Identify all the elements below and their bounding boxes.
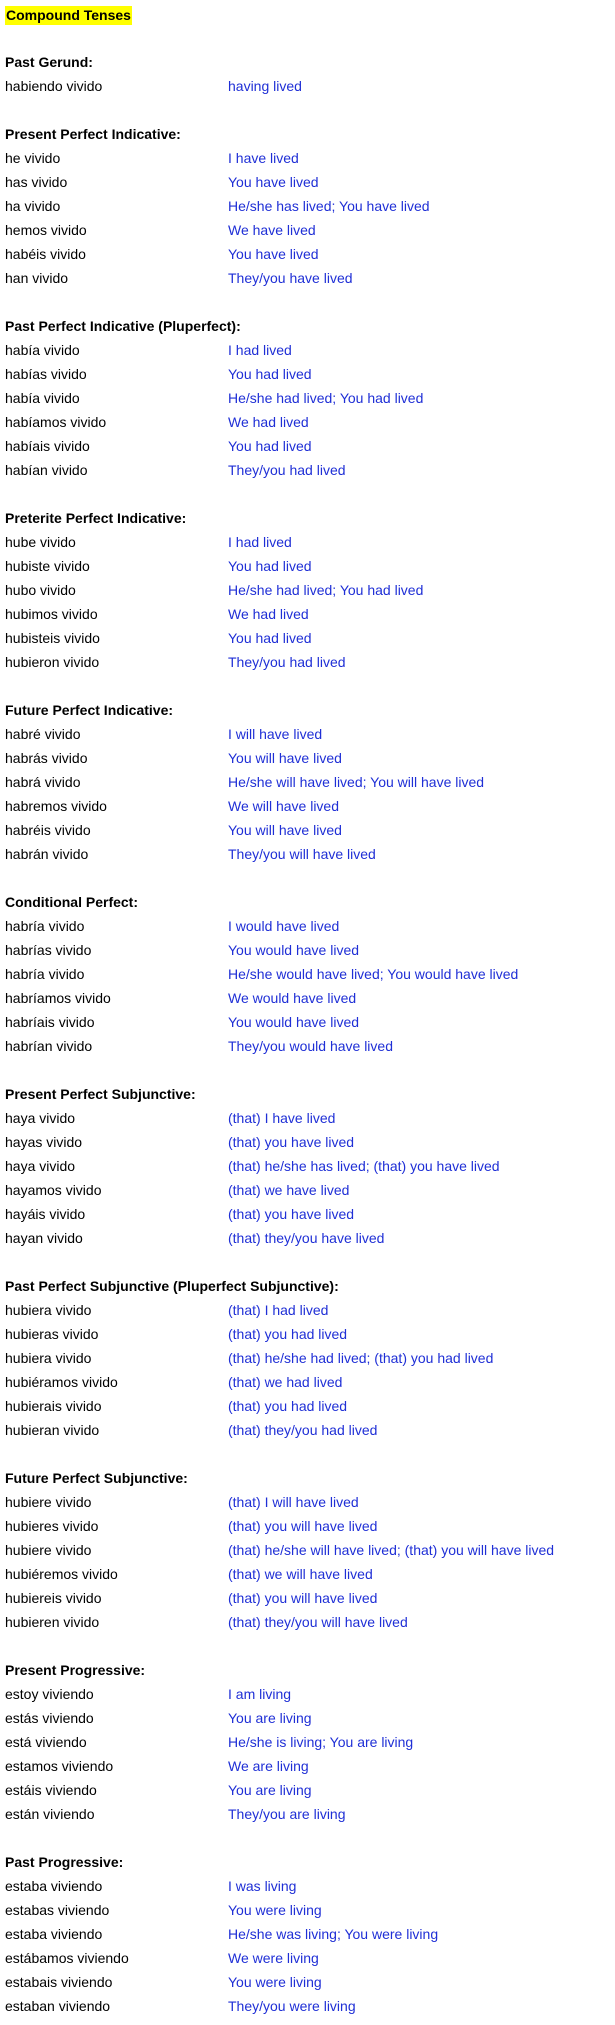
conjugation-row <box>0 1346 615 1370</box>
spanish-form: habremos vivido <box>5 798 107 814</box>
spanish-form: habiendo vivido <box>5 78 103 94</box>
spanish-form: habíais vivido <box>5 438 90 454</box>
english-translation: I had lived <box>228 534 292 550</box>
conjugation-row <box>0 1154 615 1178</box>
conjugation-row <box>0 962 615 986</box>
english-translation: We had lived <box>228 606 309 622</box>
english-translation: You were living <box>228 1974 322 1990</box>
english-translation: You will have lived <box>228 822 342 838</box>
spanish-form: estaba viviendo <box>5 1926 103 1942</box>
spanish-form: estás viviendo <box>5 1710 94 1726</box>
english-translation: You would have lived <box>228 1014 360 1030</box>
english-translation: They/you had lived <box>228 654 346 670</box>
section-heading: Past Gerund: <box>5 54 93 70</box>
section-heading: Preterite Perfect Indicative: <box>5 510 187 526</box>
english-translation: We have lived <box>228 222 316 238</box>
english-translation: (that) we have lived <box>228 1182 350 1198</box>
english-translation: (that) they/you have lived <box>228 1230 385 1246</box>
section-heading: Conditional Perfect: <box>5 894 139 910</box>
english-translation: He/she will have lived; You will have lived <box>228 774 485 790</box>
spanish-form: habría vivido <box>5 966 85 982</box>
section-heading: Present Perfect Subjunctive: <box>5 1086 196 1102</box>
spanish-form: habríamos vivido <box>5 990 111 1006</box>
conjugation-row <box>0 338 615 362</box>
spanish-form: habrías vivido <box>5 942 92 958</box>
spanish-form: estábamos viviendo <box>5 1950 129 1966</box>
conjugation-row <box>0 1178 615 1202</box>
spanish-form: ha vivido <box>5 198 61 214</box>
english-translation: They/you were living <box>228 1998 356 2014</box>
conjugation-row <box>0 170 615 194</box>
conjugation-row <box>0 1730 615 1754</box>
section-heading: Past Perfect Indicative (Pluperfect): <box>5 318 241 334</box>
spanish-form: hubo vivido <box>5 582 76 598</box>
spanish-form: haya vivido <box>5 1110 76 1126</box>
english-translation: You have lived <box>228 174 319 190</box>
spanish-form: hubiereis vivido <box>5 1590 102 1606</box>
spanish-form: habrás vivido <box>5 750 88 766</box>
spanish-form: hubiéramos vivido <box>5 1374 118 1390</box>
conjugation-row <box>0 554 615 578</box>
conjugation-row <box>0 386 615 410</box>
english-translation: He/she is living; You are living <box>228 1734 414 1750</box>
spanish-form: estaban viviendo <box>5 1998 111 2014</box>
english-translation: I have lived <box>228 150 299 166</box>
conjugation-row <box>0 1226 615 1250</box>
spanish-form: haya vivido <box>5 1158 76 1174</box>
conjugation-row <box>0 842 615 866</box>
conjugation-row <box>0 194 615 218</box>
english-translation: He/she would have lived; You would have lived <box>228 966 519 982</box>
english-translation: (that) we will have lived <box>228 1566 373 1582</box>
conjugation-row <box>0 1010 615 1034</box>
english-translation: (that) they/you had lived <box>228 1422 378 1438</box>
english-translation: (that) he/she had lived; (that) you had lived <box>228 1350 494 1366</box>
english-translation: They/you are living <box>228 1806 346 1822</box>
spanish-form: habrían vivido <box>5 1038 93 1054</box>
conjugation-row <box>0 1778 615 1802</box>
english-translation: We were living <box>228 1950 319 1966</box>
spanish-form: estamos viviendo <box>5 1758 114 1774</box>
english-translation: I had lived <box>228 342 292 358</box>
english-translation: having lived <box>228 78 302 94</box>
english-translation: They/you would have lived <box>228 1038 393 1054</box>
spanish-form: has vivido <box>5 174 68 190</box>
spanish-form: estabas viviendo <box>5 1902 110 1918</box>
spanish-form: están viviendo <box>5 1806 95 1822</box>
spanish-form: estabais viviendo <box>5 1974 113 1990</box>
english-translation: (that) he/she will have lived; (that) you will have lived <box>228 1542 555 1558</box>
spanish-form: estáis viviendo <box>5 1782 97 1798</box>
spanish-form: hubieron vivido <box>5 654 100 670</box>
conjugation-row <box>0 1298 615 1322</box>
spanish-form: hubiera vivido <box>5 1350 92 1366</box>
english-translation: You have lived <box>228 246 319 262</box>
english-translation: (that) you will have lived <box>228 1518 378 1534</box>
conjugation-row <box>0 1514 615 1538</box>
conjugation-row <box>0 1754 615 1778</box>
english-translation: We had lived <box>228 414 309 430</box>
section-heading: Future Perfect Indicative: <box>5 702 174 718</box>
conjugation-row <box>0 218 615 242</box>
english-translation: You had lived <box>228 438 312 454</box>
conjugation-row <box>0 650 615 674</box>
section-heading: Present Progressive: <box>5 1662 146 1678</box>
conjugation-row <box>0 1682 615 1706</box>
spanish-form: hayáis vivido <box>5 1206 86 1222</box>
conjugation-row <box>0 938 615 962</box>
spanish-form: habré vivido <box>5 726 81 742</box>
spanish-form: hubieran vivido <box>5 1422 100 1438</box>
english-translation: I would have lived <box>228 918 340 934</box>
spanish-form: hayas vivido <box>5 1134 83 1150</box>
spanish-form: hubieren vivido <box>5 1614 100 1630</box>
conjugation-row <box>0 146 615 170</box>
conjugation-row <box>0 266 615 290</box>
conjugation-row <box>0 1610 615 1634</box>
spanish-form: hube vivido <box>5 534 76 550</box>
conjugation-row <box>0 818 615 842</box>
english-translation: We will have lived <box>228 798 340 814</box>
spanish-form: habían vivido <box>5 462 88 478</box>
conjugation-row <box>0 1802 615 1826</box>
conjugation-row <box>0 362 615 386</box>
spanish-form: habrán vivido <box>5 846 89 862</box>
conjugation-row <box>0 722 615 746</box>
spanish-form: hubierais vivido <box>5 1398 102 1414</box>
conjugation-row <box>0 770 615 794</box>
conjugation-row <box>0 602 615 626</box>
spanish-form: hayamos vivido <box>5 1182 102 1198</box>
english-translation: (that) you had lived <box>228 1398 348 1414</box>
conjugation-row <box>0 986 615 1010</box>
conjugation-row <box>0 1418 615 1442</box>
spanish-form: hayan vivido <box>5 1230 83 1246</box>
english-translation: He/she has lived; You have lived <box>228 198 430 214</box>
english-translation: You are living <box>228 1782 312 1798</box>
spanish-form: habréis vivido <box>5 822 91 838</box>
spanish-form: han vivido <box>5 270 69 286</box>
conjugation-row <box>0 1106 615 1130</box>
conjugation-row <box>0 458 615 482</box>
conjugation-row <box>0 1706 615 1730</box>
conjugation-row <box>0 1922 615 1946</box>
conjugation-row <box>0 1130 615 1154</box>
english-translation: We are living <box>228 1758 309 1774</box>
english-translation: He/she was living; You were living <box>228 1926 439 1942</box>
spanish-form: hubiera vivido <box>5 1302 92 1318</box>
spanish-form: hubieres vivido <box>5 1518 99 1534</box>
spanish-form: había vivido <box>5 390 80 406</box>
spanish-form: había vivido <box>5 342 80 358</box>
conjugation-row <box>0 530 615 554</box>
conjugation-row <box>0 578 615 602</box>
conjugation-row <box>0 1994 615 2018</box>
conjugation-row <box>0 1034 615 1058</box>
english-translation: You had lived <box>228 630 312 646</box>
spanish-form: habíamos vivido <box>5 414 107 430</box>
english-translation: They/you have lived <box>228 270 353 286</box>
conjugation-row <box>0 1490 615 1514</box>
conjugation-row <box>0 1370 615 1394</box>
english-translation: He/she had lived; You had lived <box>228 390 424 406</box>
spanish-form: hubieras vivido <box>5 1326 99 1342</box>
spanish-form: habéis vivido <box>5 246 86 262</box>
english-translation: (that) we had lived <box>228 1374 343 1390</box>
spanish-form: estoy viviendo <box>5 1686 94 1702</box>
spanish-form: habríais vivido <box>5 1014 95 1030</box>
english-translation: (that) I had lived <box>228 1302 329 1318</box>
english-translation: I will have lived <box>228 726 323 742</box>
english-translation: I am living <box>228 1686 292 1702</box>
english-translation: (that) I have lived <box>228 1110 336 1126</box>
section-heading: Past Perfect Subjunctive (Pluperfect Subjunctive): <box>5 1278 339 1294</box>
conjugation-row <box>0 1562 615 1586</box>
english-translation: (that) you have lived <box>228 1206 355 1222</box>
conjugation-row <box>0 1586 615 1610</box>
english-translation: I was living <box>228 1878 297 1894</box>
english-translation: You were living <box>228 1902 322 1918</box>
conjugation-row <box>0 1946 615 1970</box>
english-translation: He/she had lived; You had lived <box>228 582 424 598</box>
conjugation-row <box>0 434 615 458</box>
english-translation: They/you will have lived <box>228 846 376 862</box>
spanish-form: habría vivido <box>5 918 85 934</box>
english-translation: (that) they/you will have lived <box>228 1614 408 1630</box>
spanish-form: hubiere vivido <box>5 1494 92 1510</box>
conjugation-row <box>0 1202 615 1226</box>
conjugation-row <box>0 746 615 770</box>
spanish-form: habrá vivido <box>5 774 81 790</box>
english-translation: (that) you have lived <box>228 1134 355 1150</box>
english-translation: You had lived <box>228 558 312 574</box>
conjugation-row <box>0 74 615 98</box>
conjugation-row <box>0 1394 615 1418</box>
spanish-form: hemos vivido <box>5 222 87 238</box>
english-translation: You will have lived <box>228 750 342 766</box>
conjugation-row <box>0 242 615 266</box>
spanish-form: he vivido <box>5 150 61 166</box>
english-translation: (that) you will have lived <box>228 1590 378 1606</box>
spanish-form: hubiere vivido <box>5 1542 92 1558</box>
conjugation-row <box>0 1970 615 1994</box>
conjugation-row <box>0 1874 615 1898</box>
spanish-form: está viviendo <box>5 1734 87 1750</box>
spanish-form: hubisteis vivido <box>5 630 100 646</box>
conjugation-row <box>0 1898 615 1922</box>
english-translation: (that) I will have lived <box>228 1494 359 1510</box>
conjugation-row <box>0 410 615 434</box>
spanish-form: hubiste vivido <box>5 558 90 574</box>
conjugation-row <box>0 914 615 938</box>
conjugation-row <box>0 1322 615 1346</box>
page-title: Compound Tenses <box>6 7 131 23</box>
english-translation: You had lived <box>228 366 312 382</box>
conjugation-row <box>0 1538 615 1562</box>
english-translation: (that) he/she has lived; (that) you have lived <box>228 1158 500 1174</box>
section-heading: Present Perfect Indicative: <box>5 126 181 142</box>
section-heading: Past Progressive: <box>5 1854 124 1870</box>
spanish-form: hubiéremos vivido <box>5 1566 118 1582</box>
english-translation: (that) you had lived <box>228 1326 348 1342</box>
spanish-form: hubimos vivido <box>5 606 98 622</box>
english-translation: They/you had lived <box>228 462 346 478</box>
spanish-form: habías vivido <box>5 366 87 382</box>
conjugation-row <box>0 794 615 818</box>
conjugation-row <box>0 626 615 650</box>
english-translation: You are living <box>228 1710 312 1726</box>
spanish-form: estaba viviendo <box>5 1878 103 1894</box>
english-translation: You would have lived <box>228 942 360 958</box>
section-heading: Future Perfect Subjunctive: <box>5 1470 188 1486</box>
english-translation: We would have lived <box>228 990 357 1006</box>
